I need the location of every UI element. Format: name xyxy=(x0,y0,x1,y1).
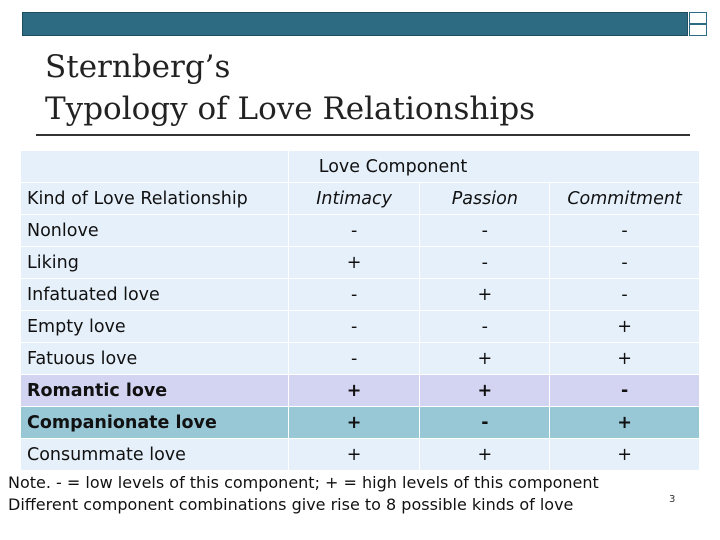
table-empty-corner xyxy=(21,151,289,183)
column-header-kind: Kind of Love Relationship xyxy=(21,183,289,215)
row-passion: + xyxy=(420,343,550,375)
column-header-passion: Passion xyxy=(420,183,550,215)
table-row xyxy=(21,439,700,471)
corner-square-bottom xyxy=(689,24,707,36)
row-intimacy: + xyxy=(288,247,420,279)
row-passion: + xyxy=(420,439,550,471)
table-row xyxy=(21,279,700,311)
top-accent-bar xyxy=(22,12,688,36)
row-kind: Infatuated love xyxy=(21,279,289,311)
row-passion: - xyxy=(420,215,550,247)
row-intimacy: - xyxy=(288,279,420,311)
title-line-2: Typology of Love Relationships xyxy=(45,91,536,127)
row-passion: - xyxy=(420,311,550,343)
corner-squares-decoration xyxy=(689,12,707,36)
row-commitment: + xyxy=(550,407,700,439)
row-commitment: - xyxy=(550,279,700,311)
row-intimacy: - xyxy=(288,343,420,375)
row-passion: - xyxy=(420,407,550,439)
note-line-1: Note. - = low levels of this component; + = high levels of this component xyxy=(8,473,599,492)
row-commitment: + xyxy=(550,311,700,343)
row-kind: Fatuous love xyxy=(21,343,289,375)
table-group-header-row xyxy=(21,151,700,183)
row-passion: - xyxy=(420,247,550,279)
row-commitment: + xyxy=(550,439,700,471)
table-row-companionate xyxy=(21,407,700,439)
row-intimacy: + xyxy=(288,375,420,407)
row-kind: Romantic love xyxy=(21,375,289,407)
page-number: 3 xyxy=(669,494,676,505)
column-header-intimacy: Intimacy xyxy=(288,183,420,215)
table-column-header-row xyxy=(21,183,700,215)
table-row-romantic xyxy=(21,375,700,407)
title-line-1: Sternberg’s xyxy=(45,49,231,85)
table-row xyxy=(21,247,700,279)
love-typology-table xyxy=(20,150,700,471)
table-notes xyxy=(8,472,599,516)
column-header-commitment: Commitment xyxy=(550,183,700,215)
table-row xyxy=(21,343,700,375)
row-passion: + xyxy=(420,375,550,407)
slide-title xyxy=(45,46,665,130)
row-passion: + xyxy=(420,279,550,311)
row-kind: Consummate love xyxy=(21,439,289,471)
title-divider xyxy=(36,134,690,136)
row-intimacy: + xyxy=(288,439,420,471)
row-kind: Nonlove xyxy=(21,215,289,247)
row-kind: Companionate love xyxy=(21,407,289,439)
note-line-2: Different component combinations give rise to 8 possible kinds of love xyxy=(8,495,574,514)
row-commitment: + xyxy=(550,343,700,375)
table-row xyxy=(21,311,700,343)
table-row xyxy=(21,215,700,247)
row-intimacy: - xyxy=(288,311,420,343)
row-kind: Empty love xyxy=(21,311,289,343)
row-intimacy: - xyxy=(288,215,420,247)
row-commitment: - xyxy=(550,215,700,247)
love-component-header: Love Component xyxy=(288,151,699,183)
corner-square-top xyxy=(689,12,707,24)
row-commitment: - xyxy=(550,247,700,279)
row-commitment: - xyxy=(550,375,700,407)
row-intimacy: + xyxy=(288,407,420,439)
row-kind: Liking xyxy=(21,247,289,279)
